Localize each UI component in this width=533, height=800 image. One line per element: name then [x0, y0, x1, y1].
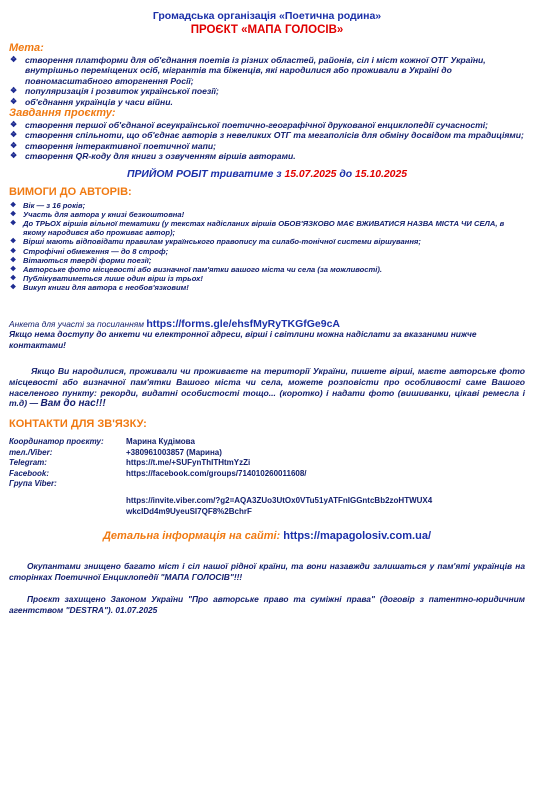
intake-period: ПРИЙОМ РОБІТ триватиме з 15.07.2025 до 15.10.2025 — [126, 168, 408, 180]
diamond-bullet-icon: ❖ — [10, 210, 17, 218]
diamond-bullet-icon: ❖ — [10, 247, 17, 255]
list-item: ❖ Публікуватиметься лише один вірш із трьох! — [10, 274, 203, 284]
diamond-bullet-icon: ❖ — [10, 86, 18, 96]
diamond-bullet-icon: ❖ — [10, 284, 17, 292]
info-line: Детальна інформація на сайті: https://mapagolosiv.com.ua/ — [102, 530, 432, 543]
goals-heading: Мета: — [9, 42, 44, 54]
diamond-bullet-icon: ❖ — [10, 201, 17, 209]
list-item: ❖ створення платформи для об'єднання поетів із різних областей, районів, сіл і міст кожної ОТГ України, внутрішньо переміщених осіб, мігрантів та біженців, які народилися або проживали в Україні до повномасштабного вторгнення Росії; — [10, 55, 486, 86]
list-item: ❖ створення інтерактивної поетичної мапи; — [10, 140, 216, 151]
list-item: ❖ популяризація і розвиток української поезії; — [10, 86, 219, 97]
coordinator-row: Координатор проєкту: Марина Кудімова — [9, 437, 195, 447]
contacts-block — [9, 437, 525, 517]
footer-paragraph-2: Проєкт захищено Законом України "Про авторське право та суміжні права" (договір з патентно-юридичним агентством "DESTRA"). 01.07.2025 — [9, 594, 525, 616]
diamond-bullet-icon: ❖ — [10, 96, 18, 106]
tasks-list — [9, 120, 525, 162]
facebook-link[interactable]: https://facebook.com/groups/714010260011608/ — [126, 468, 307, 478]
form-section: Анкета для участі за посиланням https://forms.gle/ehsfMyRyTKGfGe9cA — [9, 317, 341, 330]
list-item: ❖ До ТРЬОХ віршів вільної тематики (у текстах надісланих віршів ОБОВ'ЯЗКОВО МАЄ ВЖИВАТИСЯ НАЗВА МІСТА ЧИ СЕЛА, в якому народився або проживає автор); — [10, 219, 505, 238]
date-to: 15.10.2025 — [355, 168, 408, 180]
diamond-bullet-icon: ❖ — [10, 130, 18, 140]
viber-link[interactable]: https://invite.viber.com/?g2=AQA3ZUo3UtOx0VTu51yATFnIGGntcBb2zoHTWUX4 wkcIDd4m9UyeuSI7QF8%2BchrF — [126, 496, 433, 516]
date-from: 15.07.2025 — [284, 168, 337, 180]
form-link[interactable]: https://forms.gle/ehsfMyRyTKGfGe9cA — [146, 317, 341, 330]
list-item: ❖ Вітаються тверді форми поезії; — [10, 255, 152, 265]
project-title: ПРОЄКТ «МАПА ГОЛОСІВ» — [190, 24, 344, 36]
telegram-link[interactable]: https://t.me/+SUFynThITHtmYzZi — [126, 458, 251, 468]
list-item: ❖ створення першої об'єднаної всеукраїнської поетично-географічної друкованої енциклопедії сучасності; — [10, 120, 488, 131]
goals-list — [9, 55, 525, 107]
diamond-bullet-icon: ❖ — [10, 151, 18, 161]
diamond-bullet-icon: ❖ — [10, 55, 18, 64]
footer-paragraph-1: Окупантами знищено багато міст і сіл нашої рідної країни, та вони назавжди залишаться у пам'яті українців на сторінках Поетичної Енциклопедії "МАПА ГОЛОСІВ"!!! — [9, 561, 525, 582]
list-item: ❖ Викуп книги для автора є необов'язковим! — [10, 283, 189, 293]
organization-name: Громадська організація «Поетична родина» — [152, 10, 382, 22]
appeal-closing: Вам до нас!!! — [40, 398, 106, 410]
form-note: Якщо нема доступу до анкети чи електронної адреси, вірші і світлини можна надіслати за вказаними нижче контактами! — [9, 329, 477, 350]
diamond-bullet-icon: ❖ — [10, 220, 17, 228]
contacts-heading: КОНТАКТИ ДЛЯ ЗВ'ЯЗКУ: — [9, 418, 147, 431]
list-item: ❖ Вік — з 16 років; — [10, 200, 86, 210]
diamond-bullet-icon: ❖ — [10, 266, 17, 274]
website-link[interactable]: https://mapagolosiv.com.ua/ — [283, 530, 432, 543]
viber-link-row — [9, 496, 525, 517]
requirements-heading: ВИМОГИ ДО АВТОРІВ: — [9, 185, 132, 198]
list-item: ❖ об'єднання українців у часи війни. — [10, 96, 173, 107]
facebook-row: Facebook: https://facebook.com/groups/714010260011608/ — [9, 468, 307, 478]
diamond-bullet-icon: ❖ — [10, 238, 17, 246]
telegram-row: Telegram: https://t.me/+SUFynThITHtmYzZi — [9, 458, 251, 468]
diamond-bullet-icon: ❖ — [10, 256, 17, 264]
list-item: ❖ створення QR-коду для книги з озвученням віршів авторами. — [10, 151, 296, 162]
list-item: ❖ Вірші мають відповідати правилам українського правопису та силабо-тонічної системи віршування; — [10, 237, 421, 247]
appeal-paragraph: Якщо Ви народилися, проживали чи проживаєте на території України, пишете вірші, маєте авторське фото місцевості або визначної пам'ятки Вашого міста чи села, можете розповісти про особливості саме Вашого населеного пункту: рекорди, видатні особистості тощо... (коротко) і надати фото (вишиванки, цікаві ремесла і т.д) — Вам до нас!!! — [9, 365, 525, 410]
list-item: ❖ Строфічні обмеження — до 8 строф; — [10, 246, 169, 256]
list-item: ❖ створення спільноти, що об'єднає авторів з невеликих ОТГ та мегаполісів для обміну досвідом та традиціями; — [10, 130, 524, 141]
list-item: ❖ Участь для автора у книзі безкоштовна! — [10, 209, 185, 219]
list-item: ❖ Авторське фото місцевості або визначної пам'ятки вашого міста чи села (за можливості). — [10, 265, 382, 275]
diamond-bullet-icon: ❖ — [10, 120, 18, 130]
diamond-bullet-icon: ❖ — [10, 275, 17, 283]
diamond-bullet-icon: ❖ — [10, 140, 18, 150]
viber-row: Група Viber: — [9, 479, 57, 489]
phone-row: тел./Viber: +380961003857 (Марина) — [9, 447, 222, 457]
requirements-list — [9, 201, 525, 293]
tasks-heading: Завдання проєкту: — [9, 107, 116, 120]
